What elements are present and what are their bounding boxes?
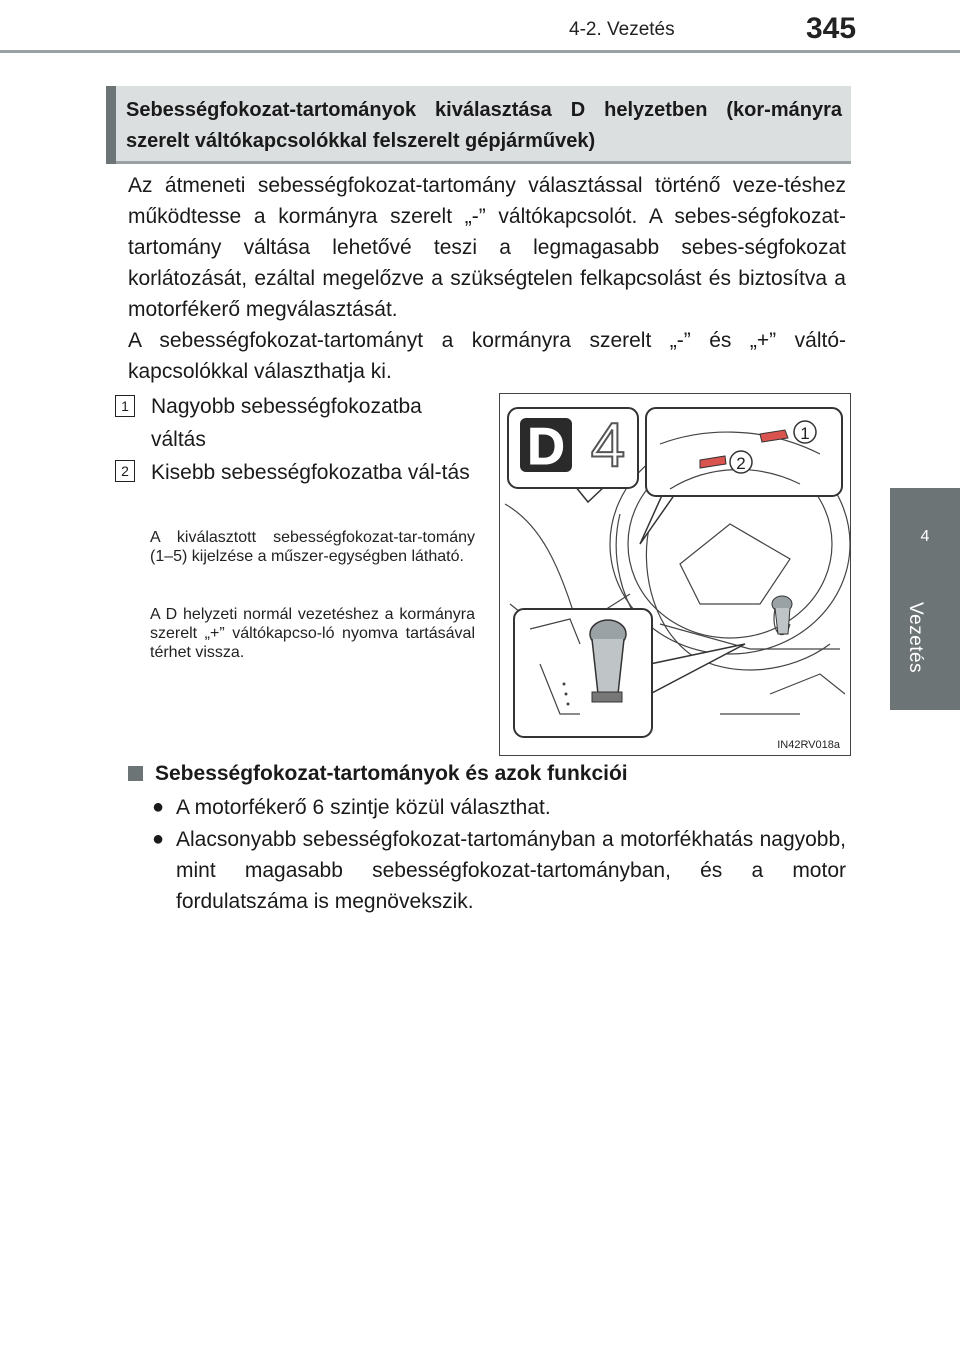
header-divider bbox=[0, 50, 960, 53]
callout-2: 2 bbox=[736, 454, 746, 473]
shift-paddle-illustration bbox=[499, 393, 851, 756]
bullet-icon: ● bbox=[152, 828, 165, 850]
intro-paragraph-1: Az átmeneti sebességfokozat-tartomány választással történő veze-téshez működtesse a kormányra szerelt „-” váltókapcsolót. A sebes-ségfokozat-tartomány váltása lehetővé teszi a legmagasabb sebes-ségfokozat korlátozását, ezáltal megelőzve a szükségtelen felkapcsolást és biztosítva a motorfékerő megválasztását. bbox=[128, 174, 846, 321]
item-text-1: Nagyobb sebességfokozatba váltás bbox=[151, 395, 422, 451]
section-heading: Sebességfokozat-tartományok kiválasztása D helyzetben (kor-mányra szerelt váltókapcsolókkal felszerelt gépjárművek) bbox=[126, 99, 842, 152]
display-gear-number: 4 bbox=[590, 411, 626, 480]
functions-heading-text: Sebességfokozat-tartományok és azok funkciói bbox=[155, 762, 628, 785]
chapter-label: Vezetés bbox=[905, 602, 926, 674]
item-text-2: Kisebb sebességfokozatba vál-tás bbox=[151, 461, 470, 484]
display-gear-letter: D bbox=[527, 418, 565, 476]
chapter-number: 4 bbox=[920, 528, 930, 545]
page-number: 345 bbox=[806, 12, 857, 45]
bullet-icon: ● bbox=[152, 796, 165, 818]
heading-accent-bar bbox=[106, 86, 116, 164]
item-number-2: 2 bbox=[115, 460, 135, 482]
functions-heading bbox=[128, 762, 628, 786]
note-2: A D helyzeti normál vezetéshez a kormányra szerelt „+” váltókapcso-ló nyomva tartásával térhet vissza. bbox=[150, 606, 475, 661]
figure-code: IN42RV018a bbox=[777, 739, 840, 751]
illustration-drawing bbox=[500, 394, 852, 757]
chapter-tab bbox=[890, 488, 960, 710]
square-bullet-icon bbox=[128, 766, 143, 781]
intro-paragraph-2: A sebességfokozat-tartományt a kormányra szerelt „-” és „+” váltó-kapcsolókkal választhatja ki. bbox=[128, 329, 846, 383]
bullet-text-2: Alacsonyabb sebességfokozat-tartományban a motorfékhatás nagyobb, mint magasabb sebességfokozat-tartományban, és a motor fordulatszáma is megnövekszik. bbox=[176, 828, 846, 913]
callout-1: 1 bbox=[800, 424, 810, 443]
note-1: A kiválasztott sebességfokozat-tar-tomány (1–5) kijelzése a műszer-egységben látható. bbox=[150, 529, 475, 565]
bullet-text-1: A motorfékerő 6 szintje közül választhat. bbox=[176, 796, 551, 819]
section-heading-box bbox=[106, 86, 851, 164]
item-number-1: 1 bbox=[115, 395, 135, 417]
section-title: 4-2. Vezetés bbox=[569, 19, 675, 40]
